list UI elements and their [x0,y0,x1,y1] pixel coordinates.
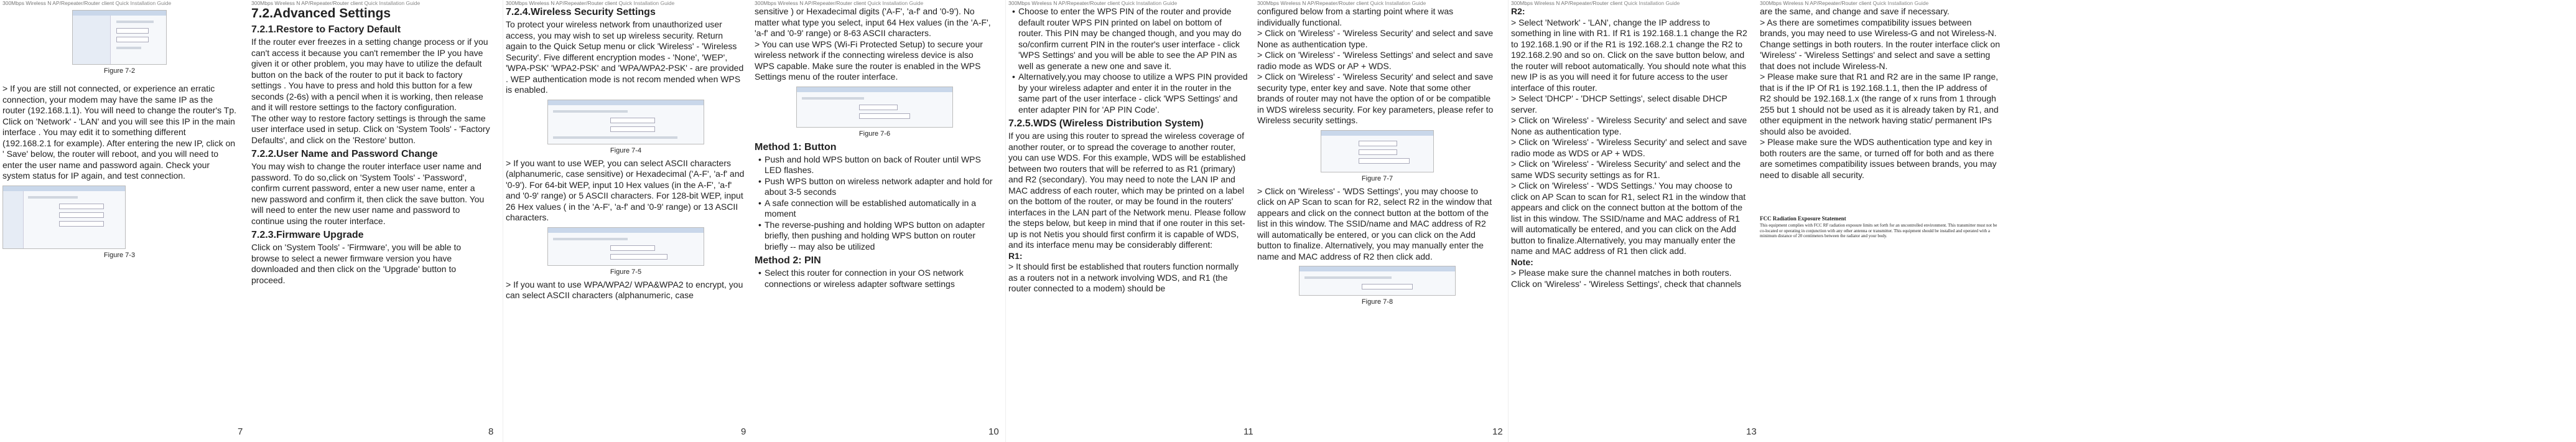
subsection-heading: 7.2.2.User Name and Password Change [251,149,438,159]
header-title: 300Mbps Wireless N AP/Repeater/Router client [2,0,114,6]
subsection-heading: 7.2.5.WDS (Wireless Distribution System) [1008,118,1204,129]
page-number: 13 [1746,426,1757,437]
r2-label: R2: [1511,6,1525,16]
r1-label: R1: [1008,250,1023,261]
spread-pages-13-14 [1508,0,2011,442]
running-header: 300Mbps Wireless N AP/Repeater/Router client Quick Installation Guide [251,0,421,6]
page-number: 7 [238,426,243,437]
paragraph: > Click on 'Wireless' - 'Wireless Settings' and select and save radio mode as WDS or AP + WDS. [1257,50,1494,71]
paragraph: > Click on 'Wireless' - 'Wireless Security' and select and the same WDS security settings as for R1. [1511,159,1741,180]
paragraph: To protect your wireless network from unauthorized user access, you may wish to set up wireless security. Return again to the Quick Setup menu or click 'Wireless' - 'Wireless Security'. Five different encryption modes - 'None', 'WEP', 'WPA-PSK' 'WPA2-PSK' and 'WPA/WPA2-PSK' - are provided . WEP authentication mode is not recom mended when WPS is enabled. [506,19,744,95]
subsection-heading: 7.2.4.Wireless Security Settings [506,7,656,17]
figure-caption: Figure 7-3 [103,251,136,259]
paragraph: > If you are still not connected, or experience an erratic connection, your modem may have the same IP as the router (192.168.1.1). You will need to change the router's Tp. Click on 'Network' - 'LAN' and you will see this IP in the main interface . You may edit it to something different (192.168.2.1 for example). After entering the new IP, click on ' Save' below, the router will reboot, and you will need to enter the user name and password again. Check your system status for IP again, and test connection. [2,83,236,181]
running-header: 300Mbps Wireless N AP/Repeater/Router client Quick Installation Guide [1511,0,1680,6]
paragraph: > Click on 'Wireless' - 'WDS Settings.' You may choose to click on AP Scan to scan for R1, select R1 in the window that appears and click on the connect button at the bottom of the list in this window. The SSID/name and MAC address of R1 will automatically be entered, and you can click on the Add button to finalize.Alternatively, you may manually enter the name and MAC address of R1 then click add. [1511,181,1746,256]
spread-pages-7-8 [0,0,503,442]
page-number: 8 [488,426,494,437]
screenshot-figure-7-7 [1321,130,1434,172]
screenshot-figure-7-4 [547,100,704,144]
subsection-heading: Method 2: PIN [755,255,821,266]
paragraph: > Click on 'Wireless' - 'WDS Settings', you may choose to click on AP Scan to scan for R2, select R2 in the window that appears and click on the connect button at the bottom of the list in this window. The SSID/name and MAC address of R2 will automatically be entered, or you can click on the Add button to finalize. Alternatively, you may manually enter the name and MAC address of R2 then click add. [1257,186,1492,261]
page-number: 11 [1244,426,1253,437]
paragraph: configured below from a starting point where it was individually functional. [1257,6,1454,27]
section-heading: 7.2.Advanced Settings [251,6,391,21]
spread-pages-9-10 [503,0,1005,442]
running-header: 300Mbps Wireless N AP/Repeater/Router client Quick Installation Guide [1760,0,1929,6]
page-13-column [1511,6,1751,289]
fcc-body: This equipment complies with FCC RF radiation exposure limits set forth for an uncontrolled environment. This transmitter must not be co-located or operating in conjunction with any other antenna or transmitter. This equipment should be installed and operated with a minimum distance of 20 centimeters between the radiator and your body. [1760,223,1997,238]
paragraph: > Click on 'Wireless' - 'Wireless Security' and select and save None as authentication type. [1257,28,1494,49]
paragraph: > Click on 'Wireless' - 'Wireless Security' and select and save None as authentication type. [1511,115,1747,136]
list-item: • A safe connection will be established automatically in a moment [758,198,995,220]
paragraph: If the router ever freezes in a setting change process or if you can't access it because you can't remember the IP you have given it or other problem, you may have to utilize the default button on the back of the router to put it back to factory settings . You have to press and hold this button for a few seconds (2-6s) with a pencil when it is working, then release and it will restore settings to the factory configuration. [251,37,488,112]
page-number: 12 [1492,426,1503,437]
paragraph: If you are using this router to spread the wireless coverage of another router, or to spread the coverage to another router, you can use WDS. For this example, WDS will be established between two routers that will be referred to as R1 (primary) and R2 (secondary). You may need to note the LAN IP and MAC address of each router, which may be printed on a label on the bottom of the router, or may be found in the routers' interfaces in the LAN part of the Network menu. Please follow the steps below, but keep in mind that if one router in this set-up is not Netis you should first confirm it is capable of WDS, and its interface menu may be considerably different: [1008,131,1246,250]
paragraph: > You can use WPS (Wi-Fi Protected Setup) to secure your wireless network if the connecting wireless device is also WPS capable. Make sure the router is enabled in the WPS Settings menu of the router interface. [755,39,983,82]
list-item: • The reverse-pushing and holding WPS button on adapter briefly, then pushing and holding WPS button on router briefly -- may also be utilized [758,220,995,253]
paragraph: > Click on 'Wireless' - 'Wireless Security' and select and save security type, enter key and save. Note that some other brands of router may not have the option of or be compatible in WDS wireless security. For key parameters, please refer to Wireless security settings. [1257,72,1494,125]
page-number: 10 [988,426,999,437]
page-9-column [506,6,746,301]
paragraph: > Select 'DHCP' - 'DHCP Settings', select disable DHCP server. [1511,93,1727,115]
paragraph: Click on 'System Tools' - 'Firmware', you will be able to browse to select a newer firmware version you have downloaded and then click on the 'Upgrade' button to proceed. [251,242,462,285]
paragraph: You may wish to change the router interface user name and password. To do so,click on 'System Tools' - 'Password', confirm current password, enter a new user name, enter a new password and confirm it, then click the save button. You will need to enter the new user name and password to continue using the router interface. [251,161,485,226]
page-10-column [755,6,995,289]
figure-caption: Figure 7-2 [103,67,136,75]
spread-pages-11-12 [1005,0,1508,442]
figure-caption: Figure 7-8 [1361,298,1393,306]
paragraph: > If you want to use WPA/WPA2/ WPA&WPA2 to encrypt, you can select ASCII characters (alphanumeric, case [506,279,743,300]
list-item: • Select this router for connection in your OS network connections or wireless adapter software settings [758,268,995,289]
subsection-heading: Method 1: Button [755,141,837,153]
page-14-column [1760,6,2000,239]
paragraph: sensitive ) or Hexadecimal digits ('A-F', 'a-f' and '0-9'). No matter what type you select, input 64 Hex values (in the 'A-F', 'a-f' and '0-9' range) or 8-63 ASCII characters. [755,6,991,38]
paragraph: > As there are sometimes compatibility issues between brands, you may need to use Wireless-G and not Wireless-N. Change settings in both routers. In the router interface click on 'Wireless' - 'Wireless Settings' and select and save a setting that does not include Wireless-N. [1760,17,2000,71]
list-item: • Choose to enter the WPS PIN of the router and provide default router WPS PIN printed on label on bottom of router. This PIN may be changed though, and you may do so/confirm current PIN in the router's user interface - click 'WPS Settings' and you will be able to see the AP PIN as well as generate a new one and save it. [1012,6,1248,72]
paragraph: The other way to restore factory settings is through the same user interface used in setup. Click on 'System Tools' - 'Factory Defaults', and click on the 'Restore' button. [251,113,490,145]
fcc-title: FCC Radiation Exposure Statement [1760,215,1846,222]
figure-caption: Figure 7-5 [610,268,642,276]
paragraph: > It should first be established that routers function normally as a routers not in a network involving WDS, and R1 (the router connected to a modem) should be [1008,261,1239,293]
screenshot-figure-7-3 [2,186,126,249]
paragraph: > Please make sure the WDS authentication type and key in both routers are the same, or turned off for both and as there are sometimes compatibility issues between brands, you may need to disable all security. [1760,137,1997,180]
figure-caption: Figure 7-6 [858,129,891,138]
running-header: 300Mbps Wireless N AP/Repeater/Router client Quick Installation Guide [1257,0,1426,6]
page-number: 9 [741,426,746,437]
running-header: 300Mbps Wireless N AP/Repeater/Router client Quick Installation Guide [506,0,675,6]
page-8-column [251,6,491,286]
subsection-heading: 7.2.1.Restore to Factory Default [251,24,401,35]
paragraph: are the same, and change and save if necessary. [1760,6,1950,16]
figure-caption: Figure 7-7 [1361,174,1393,182]
screenshot-figure-7-8 [1299,266,1456,296]
screenshot-figure-7-5 [547,227,704,266]
screenshot-figure-7-6 [796,87,953,128]
paragraph: > Select 'Network' - 'LAN', change the IP address to something in line with R1. If R1 is 192.168.1.1 change the R2 to 192.168.1.90 or if the R1 is 192.168.2.1 change the R2 to 192.168.2.90 and so on. Click on the save button below, and the router will reboot automatically. You should note what this new IP is as you will need it for future access to the user interface of this router. [1511,17,1747,93]
list-item: • Push and hold WPS button on back of Router until WPS LED flashes. [758,154,995,176]
running-header: 300Mbps Wireless N AP/Repeater/Router client Quick Installation Guide [1008,0,1178,6]
header-guide: Quick Installation Guide [115,0,172,6]
figure-caption: Figure 7-4 [610,146,642,154]
page-7-column [2,6,236,263]
screenshot-figure-7-2 [72,10,167,65]
paragraph: > Please make sure that R1 and R2 are in the same IP range, that is if the IP Of R1 is 192.168.1.1, then the IP address of R2 should be 192.168.1.x (the range of x runs from 1 through 255 but 1 should not be used as it is already taken by R1, and other equipment in the network having static/ permanent IPs should also be avoided. [1760,72,1999,136]
paragraph: > Please make sure the channel matches in both routers. Click on 'Wireless' - 'Wireless Settings', check that channels [1511,268,1742,289]
paragraph: > Click on 'Wireless' - 'Wireless Security' and select and save radio mode as WDS or AP + WDS. [1511,137,1747,158]
paragraph: > If you want to use WEP, you can select ASCII characters (alphanumeric, case sensitive) or Hexadecimal ('A-F', 'a-f' and '0-9'). For 64-bit WEP, input 10 Hex values (in the A-F', 'a-f' and '0-9' range) or 5 ASCII characters. For 128-bit WEP, input 26 Hex values ( in the 'A-F', 'a-f' and '0-9' range) or 13 ASCII characters. [506,158,745,222]
note-label: Note: [1511,256,1533,267]
fcc-statement [1760,215,2000,239]
page-11-column [1008,6,1248,294]
subsection-heading: 7.2.3.Firmware Upgrade [251,230,364,240]
list-item: • Alternatively,you may choose to utilize a WPS PIN provided by your wireless adapter and enter it in the router in the same part of the user interface - click 'WPS Settings' and enter adapter PIN for 'AP PIN Code'. [1012,72,1248,115]
running-header [2,0,171,6]
list-item: • Push WPS button on wireless network adapter and hold for about 3-5 seconds [758,176,995,198]
page-12-column [1257,6,1497,309]
running-header: 300Mbps Wireless N AP/Repeater/Router client Quick Installation Guide [755,0,924,6]
